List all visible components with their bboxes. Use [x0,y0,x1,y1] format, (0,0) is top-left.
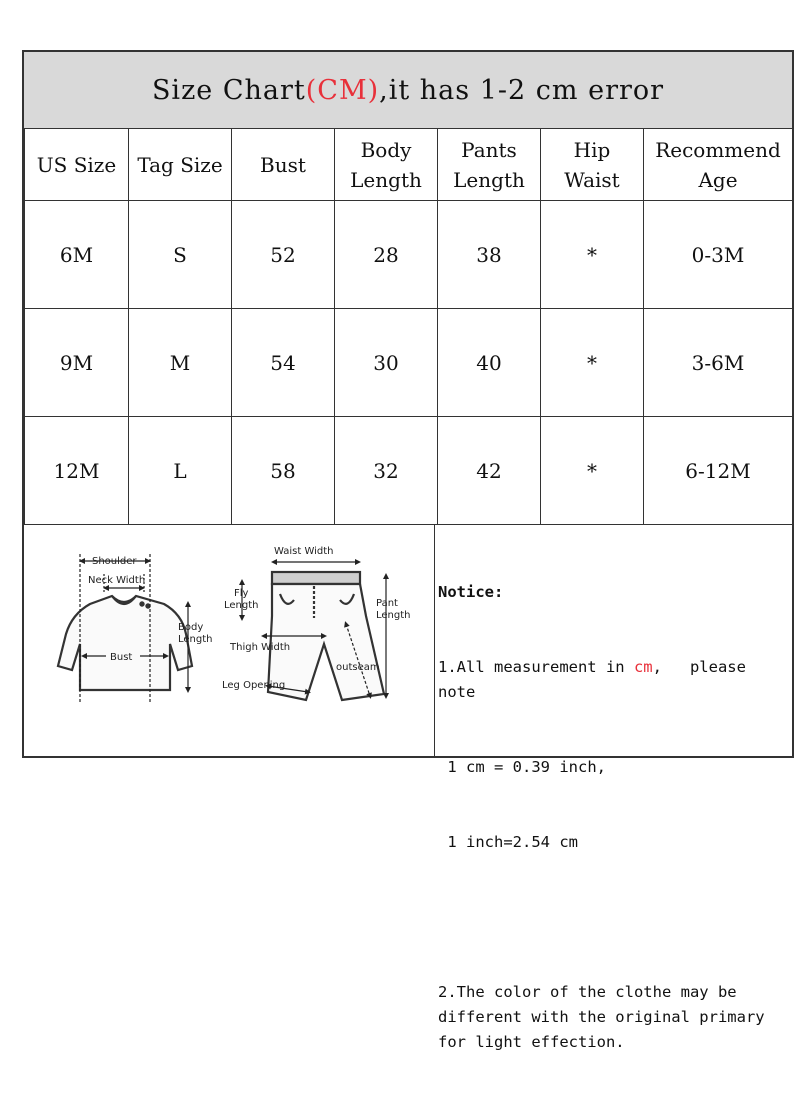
table-cell: 58 [232,417,335,525]
table-cell: 28 [335,201,438,309]
table-cell: 9M [25,309,129,417]
column-header-line: Length [350,167,422,192]
column-header [438,129,541,201]
table-cell: 12M [25,417,129,525]
neck-width-label: Neck Width [88,575,146,586]
column-header [335,129,438,201]
notice-line1-unit: cm [633,658,653,676]
title-part3: ,it has 1-2 cm error [379,74,665,106]
table-cell: 3-6M [644,309,793,417]
table-cell: S [129,201,232,309]
bottom-section [24,524,792,1051]
shoulder-label: Shoulder [92,556,137,567]
waist-width-label: Waist Width [274,546,334,557]
table-cell: * [541,201,644,309]
notice-box [438,530,790,1105]
notice-line4: 2.The color of the clothe may be different with the original primary for light effection. [438,983,774,1051]
column-header-line: Pants [461,137,517,162]
table-cell: 6M [25,201,129,309]
table-cell: 30 [335,309,438,417]
table-cell: 42 [438,417,541,525]
bust-label: Bust [110,652,133,663]
table-cell: 52 [232,201,335,309]
table-cell: 40 [438,309,541,417]
size-chart-title [24,52,792,129]
outseam-label: outseam [336,662,380,673]
pant-length-label-1: Pant [376,598,398,609]
table-cell: M [129,309,232,417]
column-header-line: Recommend [655,137,781,162]
fly-length-label-1: Fly [234,588,249,599]
table-cell: 38 [438,201,541,309]
notice-spacer [438,905,790,930]
body-length-label-1: Body [178,622,204,633]
column-header [541,129,644,201]
column-header-line: US Size [36,152,117,177]
thigh-width-label: Thigh Width [230,642,291,653]
measurement-diagram-svg [24,524,434,756]
measurement-diagrams [24,524,435,756]
leg-opening-label: Leg Opening [222,680,286,691]
table-cell: * [541,417,644,525]
fly-length-label-2: Length [224,600,259,611]
column-header-line: Age [698,167,738,192]
table-cell: L [129,417,232,525]
column-header [644,129,793,201]
column-header-line: Waist [564,167,620,192]
title-unit: (CM) [305,74,380,106]
column-header [129,129,232,201]
table-cell: 6-12M [644,417,793,525]
title-part1: Size Chart [151,74,306,106]
table-row [25,201,793,309]
size-table [24,128,793,525]
table-row [25,309,793,417]
table-cell: 54 [232,309,335,417]
column-header-line: Tag Size [137,152,223,177]
table-body [25,201,793,525]
table-cell: * [541,309,644,417]
table-cell: 0-3M [644,201,793,309]
notice-line2: 1 cm = 0.39 inch, [438,758,606,776]
column-header-line: Length [453,167,525,192]
notice-line1-prefix: 1.All measurement in [438,658,634,676]
table-row [25,417,793,525]
notice-line1 [438,655,790,705]
shirt-illustration [58,596,192,690]
notice-heading: Notice: [438,583,504,601]
column-header [25,129,129,201]
table-cell: 32 [335,417,438,525]
body-length-label-2: Length [178,634,213,645]
column-header [232,129,335,201]
size-chart [22,50,794,1051]
notice-line3: 1 inch=2.54 cm [438,833,578,851]
column-header-line: Bust [260,152,306,177]
header-row [25,129,793,201]
notice-line1-suffix: , please note [438,658,756,701]
column-header-line: Hip [573,137,611,162]
column-header-line: Body [360,137,412,162]
pant-length-label-2: Length [376,610,411,621]
